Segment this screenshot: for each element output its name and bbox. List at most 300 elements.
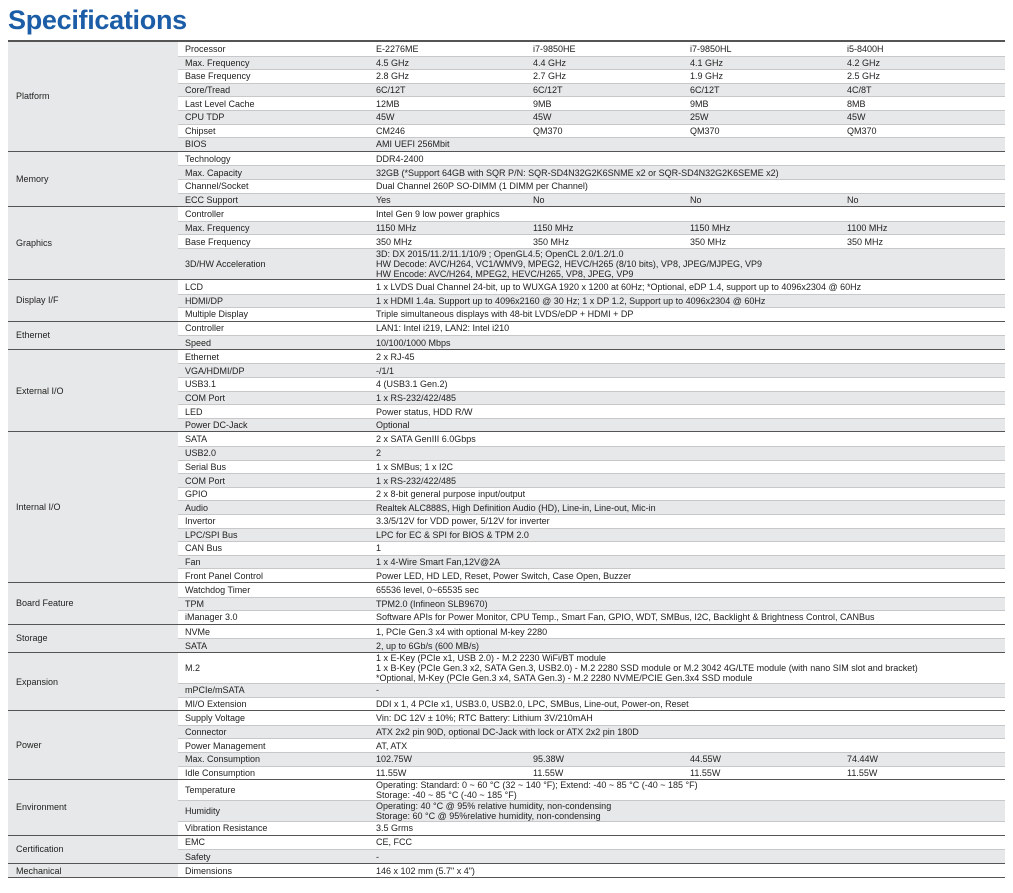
spec-feature: Serial Bus (185, 461, 227, 472)
spec-feature: GPIO (185, 489, 208, 500)
spec-values (376, 71, 1005, 81)
spec-feature: Core/Tread (185, 85, 231, 96)
spec-value: 350 MHz (533, 236, 570, 247)
spec-value: Power LED, HD LED, Reset, Power Switch, Case Open, Buzzer (376, 570, 632, 581)
group-rows (178, 583, 1005, 624)
spec-values (376, 181, 1005, 191)
group-label: Platform (8, 42, 178, 151)
spec-value: 350 MHz (690, 236, 727, 247)
page-title: Specifications (8, 5, 187, 35)
spec-value: 95.38W (533, 754, 565, 765)
spec-value: DDI x 1, 4 PCIe x1, USB3.0, USB2.0, LPC, SMBus, Line-out, Power-on, Reset (376, 698, 689, 709)
spec-value: 45W (847, 112, 866, 123)
spec-feature: LPC/SPI Bus (185, 529, 238, 540)
spec-value: 11.55W (376, 767, 407, 778)
spec-feature: Controller (185, 323, 225, 334)
group-label: Environment (8, 780, 178, 835)
spec-row (178, 697, 1005, 711)
spec-value: 6C/12T (376, 85, 406, 96)
group-rows (178, 42, 1005, 151)
spec-feature: Vibration Resistance (185, 823, 268, 834)
spec-value: 350 MHz (376, 236, 413, 247)
spec-value: - (376, 685, 379, 696)
spec-values (376, 780, 1005, 800)
spec-row (178, 752, 1005, 766)
spec-feature: Speed (185, 337, 212, 348)
spec-row (178, 165, 1005, 179)
spec-feature: Temperature (185, 785, 236, 796)
spec-value: 350 MHz (847, 236, 884, 247)
spec-group-display-i-f (8, 280, 1005, 322)
spec-row (178, 234, 1005, 248)
spec-row (178, 335, 1005, 349)
spec-row (178, 683, 1005, 697)
spec-feature: Idle Consumption (185, 767, 256, 778)
spec-value: 11.55W (533, 767, 564, 778)
spec-group-board-feature (8, 583, 1005, 625)
spec-value: 1150 MHz (533, 223, 574, 234)
spec-feature: Max. Consumption (185, 754, 261, 765)
spec-row (178, 363, 1005, 377)
spec-row (178, 432, 1005, 446)
spec-row (178, 377, 1005, 391)
spec-row (178, 653, 1005, 683)
spec-value: 9MB (533, 98, 552, 109)
spec-value: 1 x SMBus; 1 x I2C (376, 461, 454, 472)
spec-row (178, 193, 1005, 207)
spec-values (376, 503, 1005, 513)
spec-value: 4C/8T (847, 85, 872, 96)
spec-values (376, 85, 1005, 95)
specifications-table (8, 40, 1005, 878)
spec-row (178, 725, 1005, 739)
spec-feature: CPU TDP (185, 112, 225, 123)
spec-group-storage (8, 625, 1005, 653)
spec-row (178, 836, 1005, 850)
group-label: Board Feature (8, 583, 178, 624)
spec-value: Operating: Standard: 0 ~ 60 °C (32 ~ 140 °F); Extend: -40 ~ 85 °C (-40 ~ 185 °F) Storage: -40 ~ 85 °C (-40 ~ 185 °F) (376, 780, 698, 801)
spec-row (178, 221, 1005, 235)
spec-values (376, 126, 1005, 136)
group-label: Memory (8, 152, 178, 206)
spec-row (178, 280, 1005, 294)
spec-value: QM370 (690, 125, 720, 136)
spec-feature: TPM (185, 598, 204, 609)
spec-value: Dual Channel 260P SO-DIMM (1 DIMM per Channel) (376, 181, 588, 192)
spec-value: 3.3/5/12V for VDD power, 5/12V for inverter (376, 516, 550, 527)
spec-value: 44.55W (690, 754, 722, 765)
spec-feature: MI/O Extension (185, 698, 247, 709)
spec-values (376, 309, 1005, 319)
spec-feature: Max. Capacity (185, 167, 243, 178)
spec-value: 10/100/1000 Mbps (376, 337, 451, 348)
spec-value: - (376, 851, 379, 862)
spec-value: 11.55W (690, 767, 721, 778)
spec-values (376, 699, 1005, 709)
spec-row (178, 137, 1005, 151)
spec-row (178, 800, 1005, 821)
spec-row (178, 179, 1005, 193)
group-rows (178, 152, 1005, 206)
spec-values (376, 713, 1005, 723)
spec-value: LAN1: Intel i219, LAN2: Intel i210 (376, 323, 510, 334)
spec-group-internal-i-o (8, 432, 1005, 583)
spec-value: Software APIs for Power Monitor, CPU Temp., Smart Fan, GPIO, WDT, SMBus, I2C, Backlight & Brightness Control, CANBus (376, 612, 875, 623)
spec-values (376, 209, 1005, 219)
group-label: Expansion (8, 653, 178, 710)
spec-values (376, 754, 1005, 764)
spec-row (178, 446, 1005, 460)
spec-group-platform (8, 42, 1005, 152)
spec-value: Realtek ALC888S, High Definition Audio (HD), Line-in, Line-out, Mic-in (376, 502, 656, 513)
spec-value: 45W (376, 112, 395, 123)
spec-values (376, 837, 1005, 847)
spec-value: Yes (376, 194, 391, 205)
spec-group-expansion (8, 653, 1005, 711)
spec-value: 2 x RJ-45 (376, 351, 415, 362)
spec-row (178, 597, 1005, 611)
spec-value: 4.1 GHz (690, 57, 724, 68)
spec-value: 6C/12T (690, 85, 720, 96)
spec-value: 102.75W (376, 754, 413, 765)
spec-row (178, 404, 1005, 418)
spec-feature: Base Frequency (185, 236, 251, 247)
spec-row (178, 83, 1005, 97)
group-label: Mechanical (8, 864, 178, 878)
spec-values (376, 112, 1005, 122)
spec-values (376, 352, 1005, 362)
spec-value: 1 x 4-Wire Smart Fan,12V@2A (376, 557, 501, 568)
spec-value: AT, ATX (376, 740, 408, 751)
spec-values (376, 296, 1005, 306)
spec-value: 2.5 GHz (847, 71, 881, 82)
spec-value: 2, up to 6Gb/s (600 MB/s) (376, 640, 480, 651)
spec-value: No (533, 194, 545, 205)
spec-value: QM370 (847, 125, 877, 136)
spec-row (178, 248, 1005, 279)
spec-values (376, 727, 1005, 737)
spec-value: 65536 level, 0~65535 sec (376, 584, 479, 595)
group-label: Power (8, 711, 178, 779)
spec-feature: VGA/HDMI/DP (185, 365, 245, 376)
group-label: Ethernet (8, 322, 178, 349)
spec-values (376, 599, 1005, 609)
spec-feature: mPCIe/mSATA (185, 685, 245, 696)
group-rows (178, 653, 1005, 710)
spec-values (376, 58, 1005, 68)
spec-value: AMI UEFI 256Mbit (376, 139, 450, 150)
spec-value: 32GB (*Support 64GB with SQR P/N: SQR-SD4N32G2K6SNME x2 or SQR-SD4N32G2K6SEME x2) (376, 167, 779, 178)
spec-row (178, 780, 1005, 800)
spec-feature: Max. Frequency (185, 57, 250, 68)
spec-row (178, 69, 1005, 83)
group-rows (178, 280, 1005, 321)
spec-row (178, 528, 1005, 542)
spec-group-environment (8, 780, 1005, 836)
spec-row (178, 152, 1005, 166)
spec-value: 2.8 GHz (376, 71, 410, 82)
spec-value: 74.44W (847, 754, 879, 765)
spec-values (376, 823, 1005, 833)
spec-feature: SATA (185, 640, 208, 651)
group-label: Internal I/O (8, 432, 178, 582)
spec-values (376, 585, 1005, 595)
spec-feature: Front Panel Control (185, 570, 264, 581)
spec-row (178, 568, 1005, 582)
spec-values (376, 476, 1005, 486)
spec-value: 4.4 GHz (533, 57, 567, 68)
spec-values (376, 516, 1005, 526)
spec-value: 1 x LVDS Dual Channel 24-bit, up to WUXGA 1920 x 1200 at 60Hz; *Optional, eDP 1.4, support up to 4096x2304 @ 60Hz (376, 281, 862, 292)
group-label: Storage (8, 625, 178, 652)
spec-value: 1 x RS-232/422/485 (376, 475, 457, 486)
spec-row (178, 124, 1005, 138)
spec-value: Operating: 40 °C @ 95% relative humidity, non-condensing Storage: 60 °C @ 95%relative humidity, non-condensing (376, 801, 612, 822)
spec-value: CM246 (376, 125, 406, 136)
spec-value: 4 (USB3.1 Gen.2) (376, 379, 448, 390)
spec-values (376, 282, 1005, 292)
spec-feature: Connector (185, 727, 227, 738)
spec-feature: Supply Voltage (185, 712, 246, 723)
spec-value: 1 (376, 543, 382, 554)
spec-value: Power status, HDD R/W (376, 406, 473, 417)
spec-row (178, 711, 1005, 725)
spec-feature: NVMe (185, 626, 211, 637)
spec-feature: Watchdog Timer (185, 584, 251, 595)
group-rows (178, 432, 1005, 582)
spec-values (376, 139, 1005, 149)
spec-values (376, 530, 1005, 540)
spec-group-graphics (8, 207, 1005, 280)
spec-feature: Base Frequency (185, 71, 251, 82)
spec-row (178, 418, 1005, 432)
spec-feature: Max. Frequency (185, 223, 250, 234)
spec-feature: Power Management (185, 740, 266, 751)
spec-feature: Processor (185, 43, 226, 54)
spec-row (178, 738, 1005, 752)
spec-value: i7-9850HL (690, 43, 732, 54)
spec-feature: Humidity (185, 806, 221, 817)
spec-value: 4.5 GHz (376, 57, 410, 68)
spec-feature: LED (185, 406, 203, 417)
spec-feature: COM Port (185, 475, 226, 486)
group-rows (178, 836, 1005, 863)
spec-value: i7-9850HE (533, 43, 576, 54)
spec-feature: USB3.1 (185, 379, 217, 390)
spec-feature: Fan (185, 557, 201, 568)
spec-value: Intel Gen 9 low power graphics (376, 208, 500, 219)
spec-row (178, 460, 1005, 474)
group-rows (178, 207, 1005, 279)
spec-feature: M.2 (185, 662, 201, 673)
spec-values (376, 323, 1005, 333)
spec-value: ATX 2x2 pin 90D, optional DC-Jack with lock or ATX 2x2 pin 180D (376, 727, 639, 738)
spec-values (376, 557, 1005, 567)
group-rows (178, 625, 1005, 652)
spec-row (178, 96, 1005, 110)
spec-values (376, 223, 1005, 233)
spec-values (376, 768, 1005, 778)
group-rows (178, 711, 1005, 779)
spec-values (376, 612, 1005, 622)
spec-value: 1150 MHz (690, 223, 731, 234)
spec-row (178, 849, 1005, 863)
spec-values (376, 237, 1005, 247)
group-label: External I/O (8, 350, 178, 432)
spec-value: 2.7 GHz (533, 71, 567, 82)
spec-row (178, 322, 1005, 336)
spec-values (376, 462, 1005, 472)
spec-values (376, 543, 1005, 553)
spec-row (178, 294, 1005, 308)
spec-value: -/1/1 (376, 365, 395, 376)
group-label: Certification (8, 836, 178, 863)
spec-row (178, 350, 1005, 364)
spec-value: 9MB (690, 98, 709, 109)
group-label: Graphics (8, 207, 178, 279)
spec-values (376, 852, 1005, 862)
spec-values (376, 168, 1005, 178)
spec-group-mechanical (8, 864, 1005, 879)
spec-values (376, 571, 1005, 581)
spec-row (178, 56, 1005, 70)
spec-feature: Multiple Display (185, 309, 249, 320)
spec-value: 1150 MHz (376, 223, 417, 234)
spec-values (376, 448, 1005, 458)
spec-value: 1, PCIe Gen.3 x4 with optional M-key 2280 (376, 626, 548, 637)
spec-value: 146 x 102 mm (5.7" x 4") (376, 865, 475, 876)
spec-values (376, 653, 1005, 683)
spec-row (178, 610, 1005, 624)
spec-value: 2 x 8-bit general purpose input/output (376, 489, 526, 500)
spec-values (376, 420, 1005, 430)
spec-value: LPC for EC & SPI for BIOS & TPM 2.0 (376, 529, 529, 540)
spec-values (376, 154, 1005, 164)
spec-row (178, 307, 1005, 321)
spec-feature: Last Level Cache (185, 98, 255, 109)
spec-values (376, 393, 1005, 403)
spec-feature: HDMI/DP (185, 295, 223, 306)
spec-values (376, 434, 1005, 444)
spec-value: CE, FCC (376, 837, 412, 848)
spec-value: i5-8400H (847, 43, 884, 54)
spec-value: 1100 MHz (847, 223, 888, 234)
spec-values (376, 366, 1005, 376)
spec-group-ethernet (8, 322, 1005, 350)
spec-row (178, 541, 1005, 555)
spec-row (178, 864, 1005, 878)
spec-feature: iManager 3.0 (185, 612, 238, 623)
spec-value: QM370 (533, 125, 563, 136)
group-rows (178, 322, 1005, 349)
spec-feature: EMC (185, 837, 205, 848)
spec-row (178, 583, 1005, 597)
spec-group-certification (8, 836, 1005, 864)
spec-feature: ECC Support (185, 194, 239, 205)
spec-value: Optional (376, 420, 410, 431)
spec-value: 1 x RS-232/422/485 (376, 392, 457, 403)
spec-feature: Chipset (185, 125, 216, 136)
spec-group-memory (8, 152, 1005, 207)
spec-value: Triple simultaneous displays with 48-bit LVDS/eDP + HDMI + DP (376, 309, 634, 320)
spec-row (178, 42, 1005, 56)
spec-row (178, 473, 1005, 487)
spec-values (376, 379, 1005, 389)
spec-value: 1 x HDMI 1.4a. Support up to 4096x2160 @ 30 Hz; 1 x DP 1.2, Support up to 4096x2304 @ 60Hz (376, 295, 766, 306)
spec-feature: SATA (185, 434, 208, 445)
spec-value: E-2276ME (376, 43, 419, 54)
spec-value: 1 x E-Key (PCIe x1, USB 2.0) - M.2 2230 WiFi/BT module 1 x B-Key (PCIe Gen.3 x2, SATA Gen.3, USB2.0) - M.2 2280 SSD module or M.2 3042 4G/LTE module (with nano SIM slot and bracket) *Optional, M-Key (PCIe Gen.3 x4, SATA Gen.3) - M.2 2280 NVME/PCIE Gen.3x4 SSD module (376, 652, 918, 683)
spec-value: 2 x SATA GenIII 6.0Gbps (376, 434, 476, 445)
spec-feature: Power DC-Jack (185, 420, 248, 431)
spec-feature: Invertor (185, 516, 216, 527)
group-rows (178, 780, 1005, 835)
spec-values (376, 338, 1005, 348)
spec-row (178, 391, 1005, 405)
spec-values (376, 801, 1005, 821)
group-rows (178, 864, 1005, 878)
spec-values (376, 741, 1005, 751)
spec-values (376, 99, 1005, 109)
spec-value: 3D: DX 2015/11.2/11.1/10/9 ; OpenGL4.5; OpenCL 2.0/1.2/1.0 HW Decode: AVC/H264, VC1/WMV9, MPEG2, HEVC/H265 (8/10 bits), VP8, JPEG/MJPEG, VP9 HW Encode: AVC/H264, MPEG2, HEVC/H265, VP8, JPEG, VP9 (376, 248, 762, 279)
spec-value: 45W (533, 112, 552, 123)
spec-row (178, 555, 1005, 569)
spec-value: 3.5 Grms (376, 823, 414, 834)
spec-feature: Dimensions (185, 865, 233, 876)
spec-feature: Technology (185, 153, 231, 164)
spec-feature: Audio (185, 502, 209, 513)
group-label: Display I/F (8, 280, 178, 321)
spec-feature: Safety (185, 851, 211, 862)
spec-value: 25W (690, 112, 709, 123)
spec-row (178, 766, 1005, 780)
spec-value: 6C/12T (533, 85, 563, 96)
spec-group-power (8, 711, 1005, 780)
spec-values (376, 627, 1005, 637)
spec-value: No (847, 194, 859, 205)
spec-values (376, 407, 1005, 417)
spec-row (178, 207, 1005, 221)
spec-value: No (690, 194, 702, 205)
spec-value: 4.2 GHz (847, 57, 881, 68)
spec-row (178, 110, 1005, 124)
spec-feature: Channel/Socket (185, 181, 249, 192)
spec-group-external-i-o (8, 350, 1005, 433)
spec-value: DDR4-2400 (376, 153, 424, 164)
spec-feature: CAN Bus (185, 543, 223, 554)
spec-value: 12MB (376, 98, 400, 109)
spec-values (376, 249, 1005, 279)
spec-feature: BIOS (185, 139, 207, 150)
spec-value: 11.55W (847, 767, 878, 778)
spec-feature: Controller (185, 208, 225, 219)
spec-value: 2 (376, 448, 382, 459)
spec-row (178, 487, 1005, 501)
spec-row (178, 821, 1005, 835)
spec-feature: COM Port (185, 392, 226, 403)
spec-values (376, 685, 1005, 695)
spec-values (376, 195, 1005, 205)
spec-feature: 3D/HW Acceleration (185, 258, 266, 269)
spec-values (376, 641, 1005, 651)
spec-values (376, 44, 1005, 54)
spec-row (178, 500, 1005, 514)
spec-values (376, 866, 1005, 876)
spec-feature: Ethernet (185, 351, 220, 362)
spec-row (178, 625, 1005, 639)
group-rows (178, 350, 1005, 432)
spec-value: 8MB (847, 98, 866, 109)
